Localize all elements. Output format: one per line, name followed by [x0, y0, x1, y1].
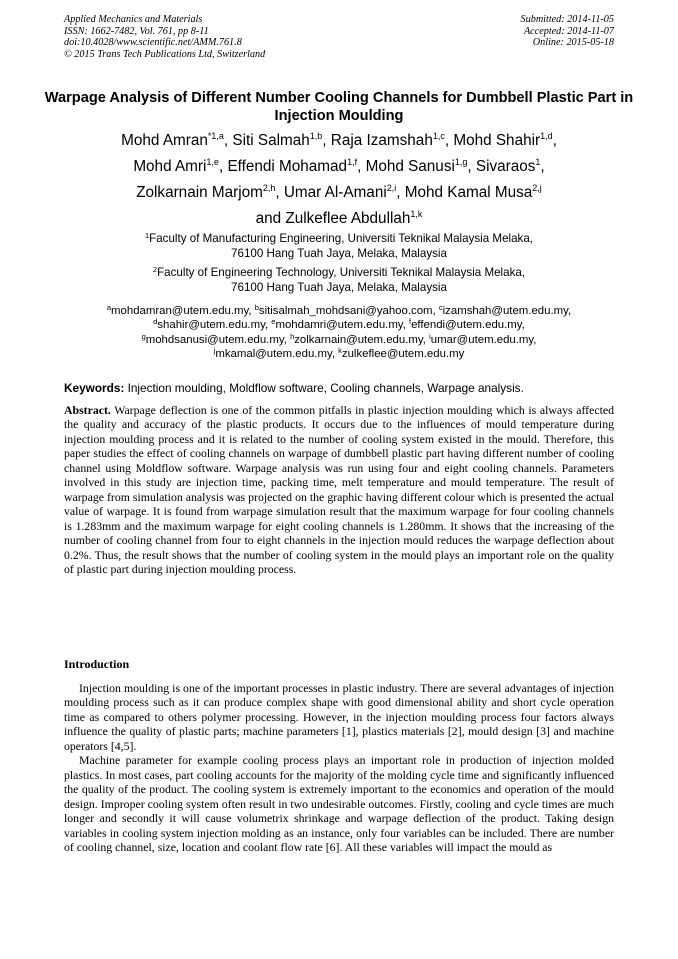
abstract-label: Abstract.: [64, 403, 111, 417]
email-mark: d: [153, 317, 158, 327]
author-affiliation-mark: 2,h: [262, 183, 276, 193]
email-address[interactable]: sitisalmah_mohdsani@yahoo.com: [258, 305, 433, 317]
email-address[interactable]: mohdsanusi@utem.edu.my: [145, 333, 284, 346]
journal-issn: ISSN: 1662-7482, Vol. 761, pp 8-11: [64, 25, 209, 37]
author-separator: ,: [396, 184, 405, 201]
author-separator: ,: [223, 132, 233, 149]
email-mark: b: [254, 303, 259, 312]
email-mark: k: [338, 346, 342, 356]
email-mark: i: [429, 331, 431, 341]
journal-info: [64, 14, 265, 60]
author-name: Sivaraos: [475, 158, 536, 175]
author-affiliation-mark: 1,c: [432, 131, 445, 141]
keywords-text: Injection moulding, Moldflow software, Cooling channels, Warpage analysis.: [124, 381, 524, 395]
email-address[interactable]: shahir@utem.edu.my: [157, 319, 265, 332]
author-affiliation-mark: 1,e: [206, 157, 219, 167]
email-mark: h: [290, 331, 295, 341]
author-separator: ,: [540, 158, 545, 175]
author-name: Siti Salmah: [232, 132, 310, 149]
email-mark: a: [106, 303, 112, 312]
journal-copyright: © 2015 Trans Tech Publications Ltd, Switzerland: [64, 48, 266, 60]
email-address[interactable]: izamshah@utem.edu.my: [442, 305, 568, 317]
journal-doi: doi:10.4028/www.scientific.net/AMM.761.8: [64, 37, 242, 49]
affiliation-2: [60, 266, 618, 296]
keywords-label: Keywords:: [64, 381, 125, 395]
author-name: Mohd Amri: [133, 158, 207, 175]
author-affiliation-mark: 1,g: [454, 157, 468, 167]
email-address[interactable]: effendi@utem.edu.my: [411, 319, 522, 332]
author-separator: ,: [552, 132, 557, 149]
author-name: Mohd Amran: [121, 132, 208, 149]
author-affiliation-mark: 1: [535, 157, 541, 167]
email-address[interactable]: mkamal@utem.edu.my: [215, 348, 332, 361]
affiliation-address: 76100 Hang Tuah Jaya, Melaka, Malaysia: [231, 280, 447, 294]
email-address[interactable]: mohdamri@utem.edu.my: [275, 319, 403, 332]
paragraph: Machine parameter for example cooling process plays an important role in production of injection molded plastics. In most cases, part cooling accounts for the majority of the molding cycle time and significantly influenced the quality of the product. The cooling system is extremely important to the economics and operation of the mould design. Improper cooling system often result in two undesirable outcomes. Firstly, cooling and cycle times are much longer and secondly it will cause volumetrix shrinkage and warpage deflection of the product. Taking design variables in cooling system injection molding as an instance, only four variables can be included. There are number of cooling channel, size, location and coolant flow rate [6]. All these variables will impact the mould as: [64, 753, 614, 854]
affiliation-line: [60, 266, 618, 281]
author-line: [30, 128, 648, 154]
author-separator: ,: [218, 158, 228, 175]
abstract: [64, 403, 614, 576]
email-list: [50, 304, 628, 362]
email-line: $^d$shahir@utem.edu.my, $^e$mohdamri@utem.edu.my, $^f$effendi@utem.edu.my,: [153, 317, 525, 332]
author-name: Umar Al-Amani: [283, 184, 387, 201]
accepted-date: Accepted: 2014-11-07: [523, 25, 614, 37]
author-separator: ,: [467, 158, 476, 175]
email-address[interactable]: zulkeflee@utem.edu.my: [341, 348, 465, 361]
paper-title: Warpage Analysis of Different Number Cooling Channels for Dumbbell Plastic Part in Injection Moulding: [44, 90, 634, 124]
author-separator: ,: [357, 158, 366, 175]
author-separator: ,: [275, 184, 284, 201]
email-line: $^j$mkamal@utem.edu.my, $^k$zulkeflee@utem.edu.my: [213, 346, 465, 361]
keywords: [64, 381, 616, 395]
email-mark: c: [438, 303, 443, 312]
email-line: $^a$mohdamran@utem.edu.my, $^b$sitisalmah_mohdsani@yahoo.com, $^c$izamshah@utem.edu.my,: [106, 303, 572, 317]
email-address[interactable]: mohdamran@utem.edu.my: [111, 305, 249, 317]
affiliation-1: [60, 232, 618, 262]
email-mark: g: [141, 331, 146, 341]
author-line: [30, 154, 648, 180]
submitted-date: Submitted: 2014-11-05: [520, 14, 614, 25]
online-date: Online: 2015-05-18: [532, 37, 614, 49]
abstract-text: Warpage deflection is one of the common pitfalls in plastic injection moulding which is always affected the quality and accuracy of the plastic products. It occurs due to the influences of mould temperature during injection moulding process and it is related to the number of cooling system existed in the mould. Therefore, this paper studies the effect of cooling channels on warpage of dumbbell plastic part having different number of cooling channel using Moldflow software. Warpage analysis was run using four and eight cooling channels. Parameters involved in this study are injection time, packing time, melt temperature and mould temperature. The result of warpage from simulation analysis was projected on the graphic having different colour which is presented the actual value of warpage. It is found from warpage simulation result that the maximum warpage for four cooling channels is 1.283mm and the maximum warpage for eight cooling channels is 1.280mm. It shows that the increasing of the number of cooling channel from four to eight channels in the injection mould reduces the warpage deflection about 0.2%. Thus, the result shows that the number of cooling system in the mould plays an important role on the quality of plastic part during injection moulding process.: [64, 403, 614, 576]
affiliation-line: [60, 232, 618, 247]
section-heading-introduction: Introduction: [64, 657, 130, 671]
author-name: Mohd Sanusi: [365, 158, 455, 175]
email-mark: f: [409, 317, 412, 327]
affiliation-number: 1: [144, 231, 150, 240]
author-affiliation-mark: 2,j: [532, 183, 542, 193]
author-name: Effendi Mohamad: [227, 158, 348, 175]
email-mark: j: [213, 346, 216, 356]
author-name: Raja Izamshah: [330, 132, 433, 149]
author-affiliation-mark: 1,f: [347, 157, 358, 167]
author-affiliation-mark: 1,b: [309, 131, 323, 141]
author-separator: ,: [322, 132, 331, 149]
author-affiliation-mark: 1,k: [410, 209, 423, 219]
author-separator: ,: [444, 132, 454, 149]
paragraph: Injection moulding is one of the important processes in plastic industry. There are several advantages of injection moulding process such as it can produce complex shape with good dimensional ability and short cycle operation time as compared to others polymer processing. However, in the injection moulding process four factors always influence the quality of plastic parts; machine parameters [1], plastics materials [2], mould design [3] and machine operators [4,5].: [64, 681, 614, 753]
author-affiliation-mark: *1,a: [207, 131, 224, 141]
email-line: $^g$mohdsanusi@utem.edu.my, $^h$zolkarnain@utem.edu.my, $^i$umar@utem.edu.my,: [141, 331, 537, 346]
author-name: Mohd Kamal Musa: [404, 184, 533, 201]
affiliation-text: Faculty of Engineering Technology, Universiti Teknikal Malaysia Melaka,: [157, 266, 526, 279]
author-name: Zolkarnain Marjom: [136, 184, 263, 201]
submission-dates: [521, 14, 614, 49]
email-mark: e: [271, 317, 276, 327]
author-name: and Zulkeflee Abdullah: [255, 210, 411, 227]
author-line: [30, 180, 648, 206]
author-line: [30, 206, 648, 232]
author-list: [30, 128, 648, 232]
journal-name: Applied Mechanics and Materials: [64, 14, 203, 25]
email-address[interactable]: umar@utem.edu.my: [430, 333, 534, 346]
author-name: Mohd Shahir: [453, 132, 541, 149]
author-affiliation-mark: 2,i: [386, 183, 397, 193]
affiliation-address: 76100 Hang Tuah Jaya, Melaka, Malaysia: [231, 246, 447, 260]
affiliation-text: Faculty of Manufacturing Engineering, Universiti Teknikal Malaysia Melaka,: [149, 232, 534, 245]
introduction-body: [64, 681, 614, 854]
email-address[interactable]: zolkarnain@utem.edu.my: [294, 333, 423, 346]
author-affiliation-mark: 1,d: [540, 131, 553, 141]
affiliation-number: 2: [152, 265, 158, 274]
